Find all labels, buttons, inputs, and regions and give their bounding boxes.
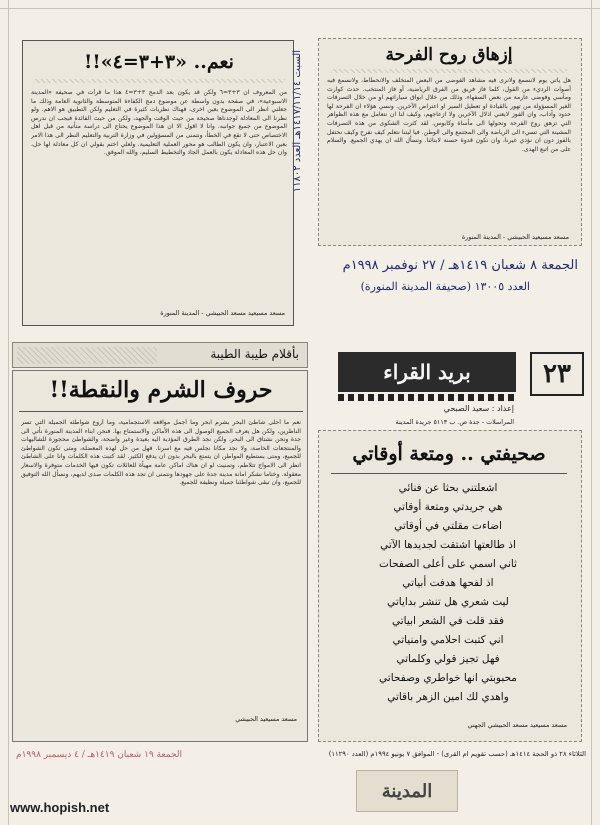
handwritten-bottom-date: الجمعة ١٩ شعبان ١٤١٩هـ / ٤ ديسمبر ١٩٩٨م [16,750,183,760]
poem-line: اذ لفحها هدفت أبياتي [402,577,494,589]
tayba-header [12,342,308,368]
clipping-top-right [318,38,582,246]
clipping-title: صحيفتي .. ومتعة أوقاتي [352,443,546,465]
site-watermark: www.hopish.net [10,800,110,815]
film-strip-decoration [338,394,516,401]
clipping-byline: مسعد مسيعيد مسعد الحبيشي الجهني [467,721,567,729]
poem-line: ليت شعري هل تنشر بداياتي [387,596,509,608]
mail-editor: إعداد : سعيد الصبحي [443,404,514,413]
handwritten-issue: العدد ١٣٠٠٥ (صحيفة المدينة المنورة) [360,280,530,293]
poem-line: اضاءت مقلتي في أوقاتي [394,520,502,532]
poem [337,479,559,707]
clipping-title: حروف الشرم والنقطة!! [49,377,273,403]
clip-number: ٢٣ [543,359,571,389]
mail-banner-title: بريد القراء [383,360,471,384]
clipping-body: من المعروف ان ٣+٣=٦ ولكن قد يكون بعد الدمج ٣+٣=٤ هذا ما قرأت في صحيفة «المدينة الاسبوعية»، في صفحة بدون واسطة عن موضوع دمج الكفاءة المتوسطة والثانوية العامة وذلك ما جعلني انظر الى الموضوع بعين اخرى، فهناك نظريات كثيرة في التعليم ولكن التطبيق هو الاهم. ولو نظرنا الى المعادلة لوجدناها صحيحة من حيث الوقت والجهد، ولكن من حيث الفائدة فيجب ان ندرس الموضوع من جميع جوانبه. وانا لا اقول الا ان هذا الموضوع يحتاج الى دراسة متأنية من قبل اهل الاختصاص حتى لا نقع في الخطأ، ونتمنى من المسؤولين في وزارة التربية والتعليم النظر الى هذا الامر بعين الاعتبار، وان يكون الطالب هو محور العملية التعليمية. ولعلي اختم بقولي ان كل معادلة لها حل، وان حل هذه المعادلة يكون بالعمل الجاد والتخطيط السليم، والله الموفق. [31,89,287,157]
poem-line: اذ طالعتها اشتقت لجديدها الآتي [380,539,516,551]
clipping-title: إزهاق روح الفرحة [385,45,513,65]
clipping-title: نعم.. «٣+٣=٤»!! [84,51,234,73]
poem-line: هي جريدتي ومتعة أوقاتي [393,501,503,513]
clip-number-badge [530,352,584,396]
clipping-byline: مسعد مسيعيد الحبيشي [235,715,297,723]
title-rule [331,473,567,474]
clipping-byline: مسعد مسيعيد الحبيشي - المدينة المنورة [461,233,569,241]
tayba-label: بأقلام طيبة الطيبة [210,347,299,361]
newspaper-logo [356,770,458,812]
poem-line: محبوبتي انها خواطري وصفحاتي [379,672,517,684]
handwritten-date: الجمعة ٨ شعبان ١٤١٩هـ / ٢٧ نوفمبر ١٩٩٨م [342,258,578,273]
title-rule [19,411,303,412]
clipping-top-left [22,40,294,326]
page-edge-line [0,8,600,9]
poem-line: واهدي لك امين الزهر باقاتي [387,691,509,703]
title-underline [331,69,567,73]
poem-line: اشعلتني بحثا عن فنائي [398,482,498,494]
mail-address: المراسلات - جدة ص. ب ٥١١٣ جريدة المدينة [395,418,514,426]
clipping-byline: مسعد مسيعيد مسعد الحبيشي - المدينة المنورة [160,309,285,317]
header-pattern [17,347,157,364]
clipping-body: هل يأتي يوم لانسمع ولانرى فيه مشاهد الفوضى من البعض المتخلف والانحطاط، ولانسمع فيه أصوات الرديء من القول، كلما فاز فريق من الفرق الرياضية، أو فاز المنتخب. حدث كوارث ومآسي وفوضى عارمة من بعض السفهاء، وذلك من خلال ابواق سياراتهم او من خلال التصرفات الغير المسؤولة من تهور بالقيادة او تعطيل السير او اعتراض الآخرين. ونسي هؤلاء ان الفرحة لها حدود وآداب، وان الفوز لايعني اذلال الآخرين ولا ازعاجهم، وكيف لنا ان نتعامل مع هذه الظواهر التي تزهق روح الفرحة وتحولها الى مأساة وكابوس. لقد كثرت الشكوى من هذه التصرفات المشينة التي تسيء الى الرياضة والى المجتمع والى الوطن. فيا ليتنا نتعلم كيف نفرح وكيف نحتفل بالفوز دون ان نؤذي غيرنا، وان نكون قدوة حسنة لابنائنا. ونسأل الله ان يهدي الجميع. والسلام على من اتبع الهدى. [327,77,571,153]
clipping-middle-left [12,370,308,742]
date-strip: الثلاثاء ٢٨ ذو الحجة ١٤١٤هـ (حسب تقويم ام القرى) - الموافق ٧ يونيو ١٩٩٤م (العدد ١١٢٩٠) [328,750,586,758]
poem-line: فهل تجيز قولي وكلماتي [396,653,500,665]
poem-line: ثاني اسمي على أعلى الصفحات [379,558,517,570]
page-edge-line [591,0,592,825]
poem-line: اني كتبت احلامي وامنياتي [392,634,504,646]
clipping-middle-right [318,430,582,742]
mail-banner [338,352,516,392]
clipping-body: نعم ما أحلى شاطئ البحر بشرم ابحر وما أجمل مواقعه الاستجمامية، وما أروع شواطئه الجميلة التي تسر الناظرين، ولكن هل يعرف الجميع الوصول الى هذه الأماكن والاستمتاع بها. فنحن ابناء المدينة المنورة نأتي الى جدة ونحن نشتاق الى البحر، ولكن نجد الطرق المؤدية اليه بعيدة وغير واضحة، والشواطئ محجوزة للشاليهات والمنتجعات الخاصة، ولا نجد مكانا نجلس فيه مع اسرنا. فهل من حل لهذه المعضلة، ومتى تكون الشواطئ للجميع، ومتى يستطيع المواطن ان يتمتع بالبحر بدون ان يدفع الكثير. لقد كتبت هذه الكلمات وانا على الشاطئ انظر الى الامواج تتلاطم، وتمنيت لو ان هناك اماكن عامة مهيأة للعائلات تكون فيها الخدمات متوفرة والاسعار معقولة. وختاما نشكر امانة مدينة جدة على جهودها ونتمنى ان تجد هذه الكلمات صدى لديهم، ونسأل الله التوفيق للجميع، وان تبقى شواطئنا جميلة ونظيفة للجميع. [21,419,301,487]
poem-line: فقد قلت في الشعر ابياتي [392,615,504,627]
handwritten-vertical-note: السبت ١٤١٧/١١/١٤هـ العدد ١١٨٠٢ [292,50,303,193]
title-underline [33,79,285,83]
logo-text: المدينة [381,780,433,802]
page-edge-line [8,0,9,825]
